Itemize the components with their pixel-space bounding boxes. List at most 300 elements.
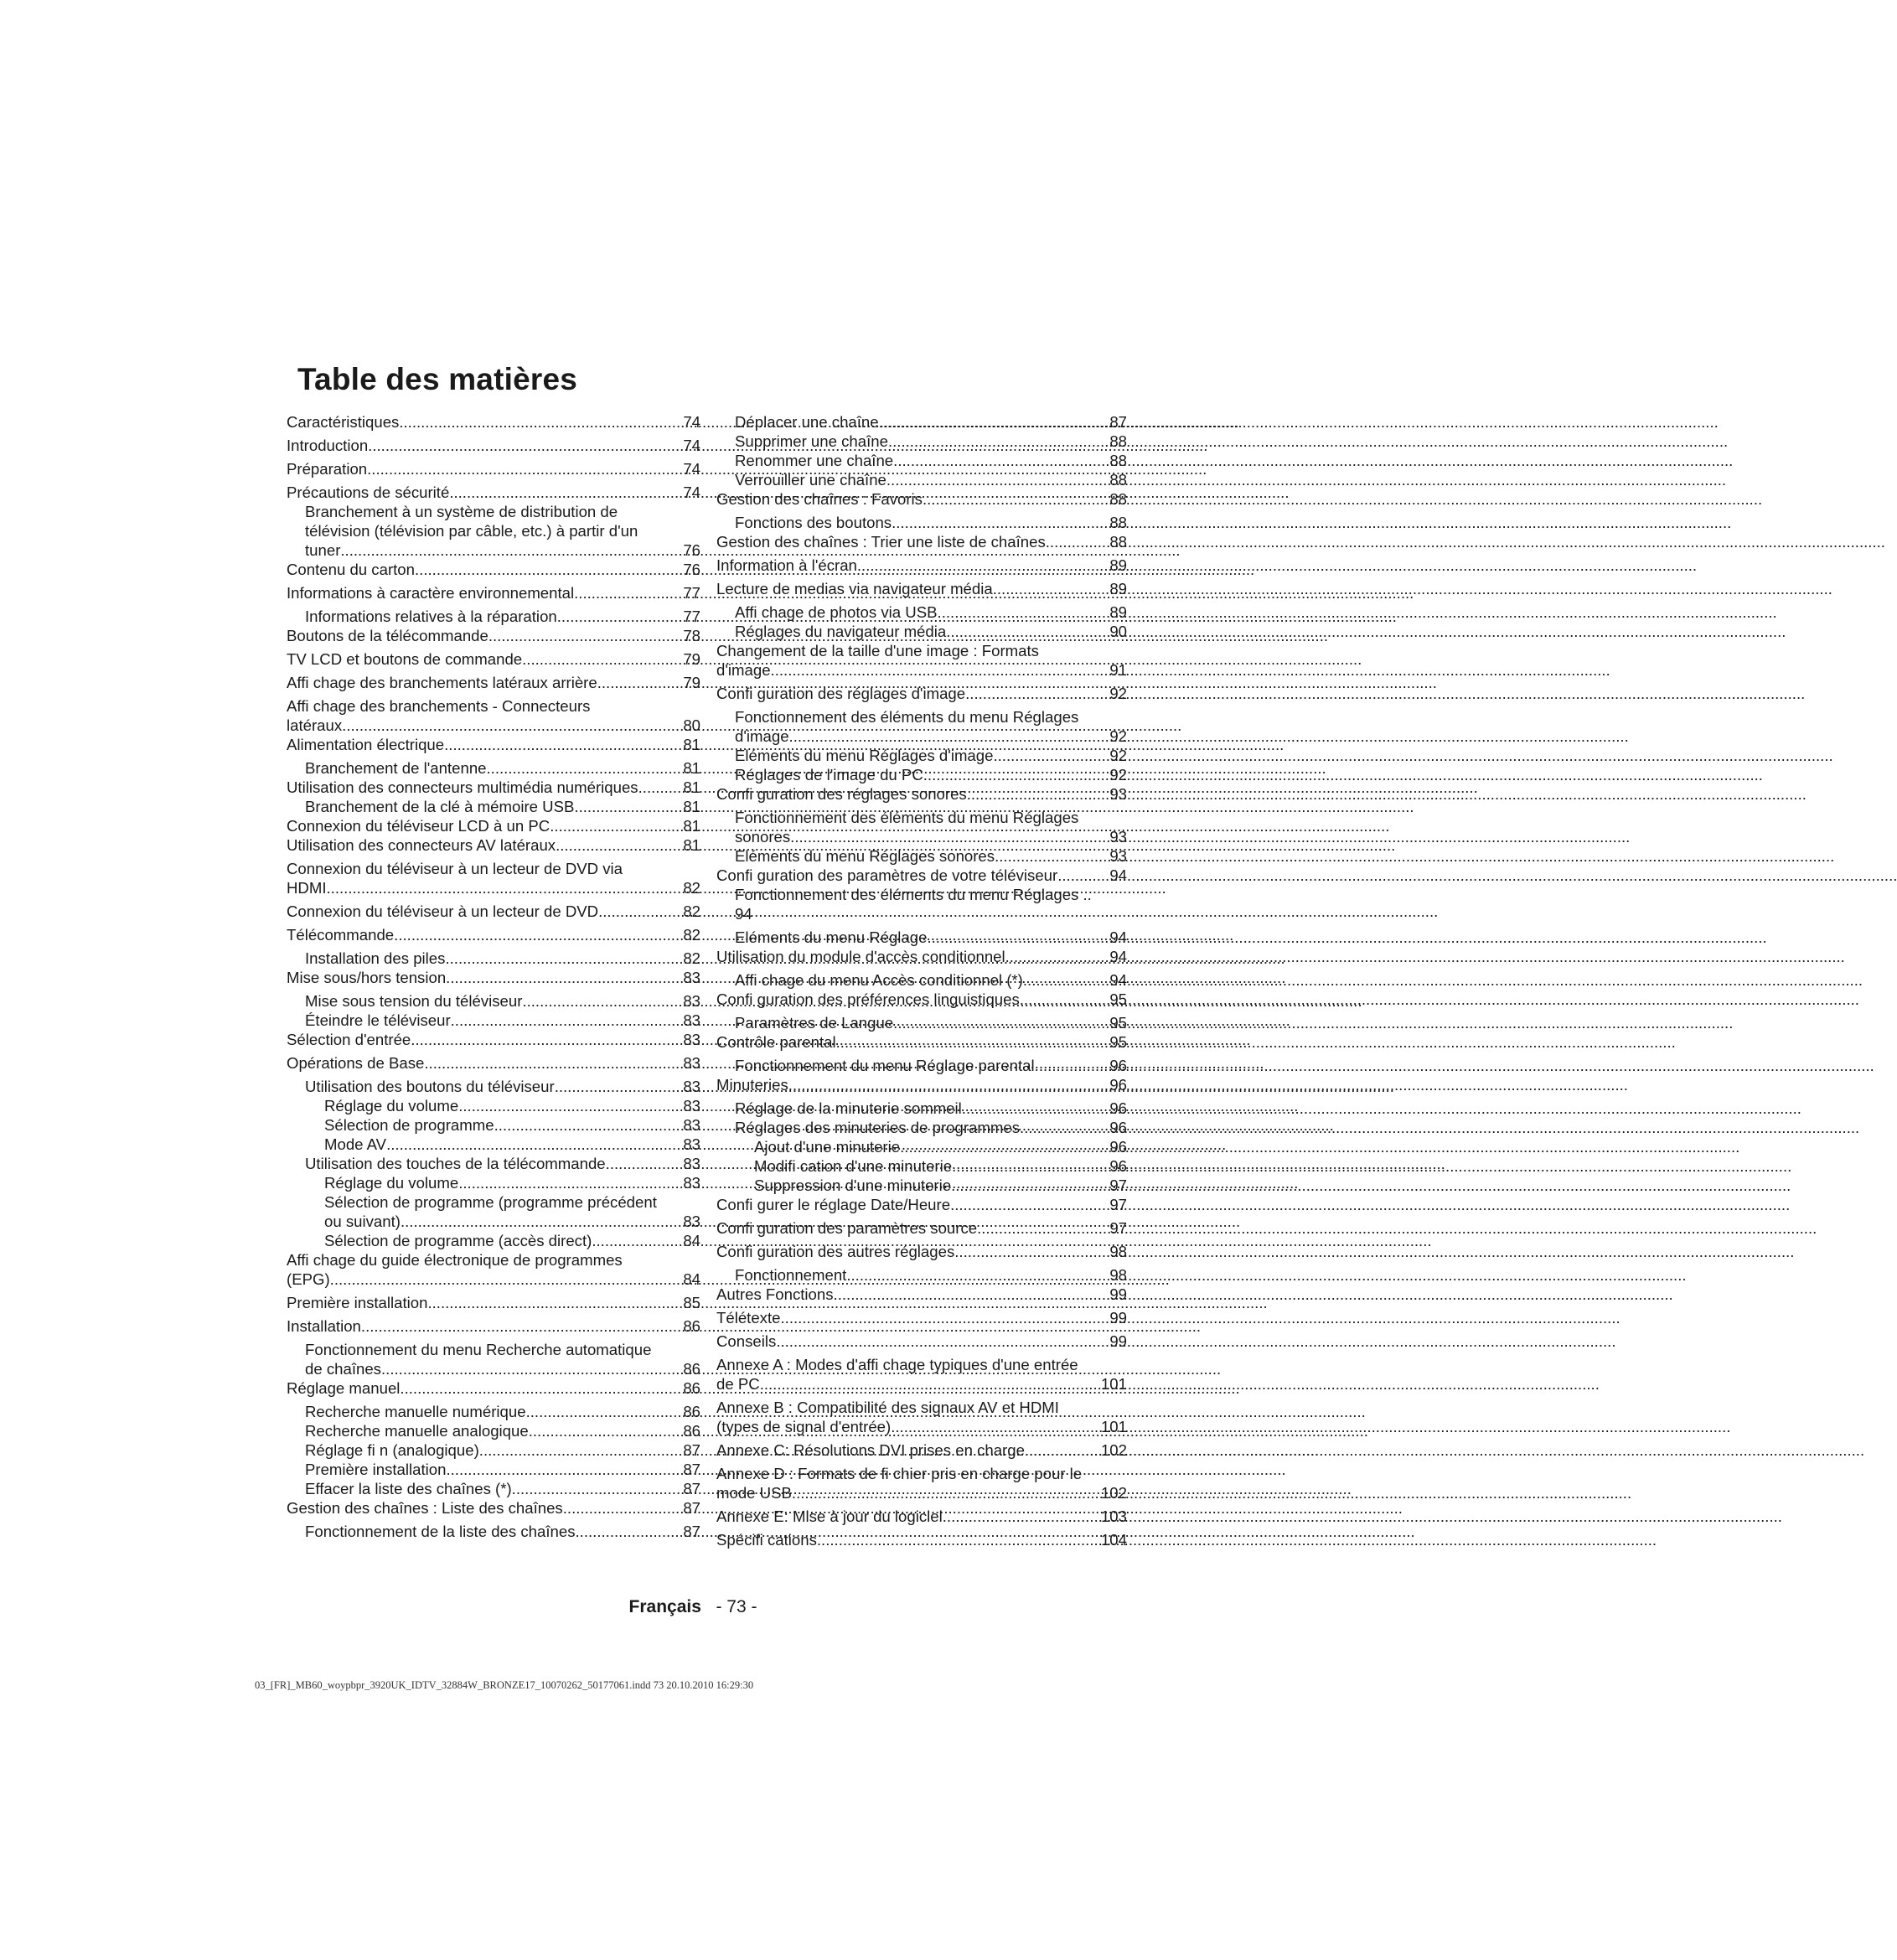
toc-entry-title: Confi guration des paramètres de votre téléviseur bbox=[716, 866, 1058, 884]
toc-entry-title: Gestion des chaînes : Liste des chaînes bbox=[287, 1499, 563, 1517]
toc-entry-title: Contrôle parental bbox=[716, 1033, 836, 1051]
toc-entry bbox=[287, 778, 700, 797]
dot-leader bbox=[529, 1421, 684, 1440]
toc-entry bbox=[287, 735, 700, 754]
toc-entry-title: Fonctionnement de la liste des chaînes bbox=[305, 1523, 576, 1540]
toc-entry-title: Précautions de sécurité bbox=[287, 484, 450, 501]
page-title: Table des matières bbox=[297, 362, 578, 396]
toc-entry-title: Utilisation des touches de la télécommande bbox=[305, 1155, 606, 1172]
dot-leader bbox=[446, 1460, 683, 1479]
toc-entry-page: 83 bbox=[683, 992, 700, 1010]
toc-entry bbox=[716, 1156, 1127, 1176]
dot-leader bbox=[458, 1096, 683, 1115]
dot-leader bbox=[1020, 990, 1110, 1009]
dot-leader bbox=[817, 1530, 1101, 1549]
toc-entry-title-line: Annexe A : Modes d'affi chage typiques d'une entrée bbox=[716, 1356, 1078, 1373]
toc-entry bbox=[716, 1195, 1127, 1214]
toc-entry bbox=[287, 696, 700, 735]
toc-entry-page: 74 bbox=[683, 460, 700, 478]
dot-leader bbox=[415, 560, 683, 579]
toc-entry-page: 94 bbox=[735, 905, 752, 923]
toc-entry-title-line: Annexe D : Formats de fi chier pris en charge pour le bbox=[716, 1465, 1083, 1482]
toc-entry bbox=[287, 758, 700, 778]
toc-entry-title: Mise sous tension du téléviseur bbox=[305, 992, 523, 1010]
toc-entry-page: 76 bbox=[683, 541, 700, 559]
toc-entry bbox=[287, 583, 700, 602]
page-footer bbox=[0, 1597, 1386, 1617]
toc-entry-title: Réglage du volume bbox=[324, 1097, 459, 1114]
toc-entry-page: 87 bbox=[683, 1461, 700, 1478]
toc-entry bbox=[287, 673, 700, 692]
toc-entry-page: 92 bbox=[1109, 727, 1127, 745]
dot-leader bbox=[893, 451, 1109, 470]
dot-leader bbox=[857, 556, 1109, 575]
dot-leader bbox=[494, 1115, 684, 1135]
footer-page-number: - 73 - bbox=[716, 1597, 757, 1616]
toc-entry bbox=[287, 1421, 700, 1440]
dot-leader bbox=[606, 1154, 684, 1173]
toc-entry-title: Utilisation des boutons du téléviseur bbox=[305, 1078, 555, 1095]
dot-leader bbox=[1057, 866, 1109, 885]
toc-entry bbox=[716, 1056, 1127, 1075]
toc-entry-page: 94 bbox=[1109, 928, 1127, 946]
toc-entry bbox=[287, 412, 700, 432]
toc-entry-title: Branchement de la clé à mémoire USB bbox=[305, 798, 575, 815]
toc-entry bbox=[716, 765, 1127, 784]
toc-entry-title: Introduction bbox=[287, 437, 369, 454]
toc-entry bbox=[287, 991, 700, 1011]
toc-entry bbox=[287, 797, 700, 816]
toc-entry-title: (types de signal d'entrée) bbox=[716, 1418, 892, 1435]
toc-entry-page: 93 bbox=[1109, 828, 1127, 846]
toc-entry bbox=[716, 746, 1127, 765]
toc-entry-title: Minuteries bbox=[716, 1076, 788, 1094]
toc-entry-title: Réglage du volume bbox=[324, 1174, 459, 1192]
dot-leader bbox=[598, 902, 683, 921]
toc-entry bbox=[287, 626, 700, 645]
toc-entry-title: Installation des piles bbox=[305, 949, 446, 967]
dot-leader bbox=[487, 758, 684, 778]
toc-entry bbox=[716, 1464, 1127, 1502]
footer-language: Français bbox=[628, 1597, 701, 1616]
toc-entry-title-line: Changement de la taille d'une image : Formats bbox=[716, 642, 1039, 659]
toc-entry-title-line: Fonctionnement des éléments du menu Réglages .. bbox=[735, 886, 1092, 903]
toc-entry-title: d'image bbox=[735, 727, 789, 745]
toc-entry-page: 86 bbox=[683, 1379, 700, 1397]
toc-entry-title: Recherche manuelle analogique bbox=[305, 1422, 529, 1440]
dot-leader bbox=[550, 816, 683, 835]
toc-entry-title: Suppression d'une minuterie bbox=[754, 1177, 952, 1194]
toc-entry-title-line: Affi chage du guide électronique de programmes bbox=[287, 1251, 623, 1269]
toc-entry-title: Confi guration des paramètres source bbox=[716, 1219, 978, 1237]
toc-entry-title: de PC bbox=[716, 1375, 760, 1393]
toc-entry-title: Eléments du menu Réglages d'image bbox=[735, 747, 994, 764]
dot-leader bbox=[479, 1440, 684, 1460]
toc-entry bbox=[716, 1440, 1127, 1460]
toc-entry-page: 81 bbox=[683, 778, 700, 796]
toc-entry-page: 87 bbox=[683, 1480, 700, 1497]
dot-leader bbox=[1005, 947, 1110, 966]
dot-leader bbox=[891, 1417, 1101, 1436]
toc-entry-page: 74 bbox=[683, 413, 700, 431]
dot-leader bbox=[522, 649, 683, 669]
toc-entry-title: Opérations de Base bbox=[287, 1054, 425, 1072]
toc-entry-title: Réglage de la minuterie sommeil bbox=[735, 1099, 962, 1117]
dot-leader bbox=[780, 1308, 1109, 1327]
toc-entry-title: TV LCD et boutons de commande bbox=[287, 650, 523, 668]
toc-entry-title: Confi guration des réglages d'image bbox=[716, 685, 966, 702]
toc-entry-title: Affi chage des branchements latéraux arrière bbox=[287, 674, 597, 691]
toc-entry-title-line: Fonctionnement des éléments du menu Réglages bbox=[735, 809, 1079, 826]
toc-entry-title: Fonctionnement du menu Réglage parental bbox=[735, 1057, 1035, 1074]
toc-entry bbox=[287, 1135, 700, 1154]
toc-entry-page: 90 bbox=[1109, 623, 1127, 640]
toc-entry-page: 79 bbox=[683, 674, 700, 691]
dot-leader bbox=[449, 483, 683, 502]
toc-entry bbox=[287, 1293, 700, 1312]
toc-entry-title: mode USB bbox=[716, 1484, 792, 1502]
toc-entry-title: Boutons de la télécommande bbox=[287, 627, 488, 644]
toc-entry-title: Ajout d'une minuterie bbox=[754, 1138, 901, 1156]
toc-entry-page: 91 bbox=[1109, 661, 1127, 679]
dot-leader bbox=[962, 1099, 1110, 1118]
toc-entry-title: Renommer une chaîne bbox=[735, 452, 894, 469]
toc-entry-page: 97 bbox=[1109, 1219, 1127, 1237]
toc-entry-title: Contenu du carton bbox=[287, 561, 415, 578]
dot-leader bbox=[951, 1176, 1109, 1195]
toc-entry-page: 83 bbox=[683, 1116, 700, 1134]
toc-entry-page: 83 bbox=[683, 1054, 700, 1072]
toc-entry-page: 87 bbox=[683, 1523, 700, 1540]
dot-leader bbox=[399, 412, 683, 432]
toc-entry-page: 95 bbox=[1109, 1033, 1127, 1051]
dot-leader bbox=[400, 1378, 683, 1398]
toc-entry-page: 79 bbox=[683, 650, 700, 668]
dot-leader bbox=[368, 436, 683, 455]
toc-entry-title: Lecture de medias via navigateur média bbox=[716, 580, 993, 597]
toc-entry bbox=[287, 1053, 700, 1073]
toc-entry-page: 94 bbox=[1109, 971, 1127, 989]
toc-entry-page: 74 bbox=[683, 484, 700, 501]
toc-entry-title: Utilisation des connecteurs AV latéraux bbox=[287, 836, 556, 854]
toc-entry-title: Installation bbox=[287, 1317, 361, 1335]
toc-entry bbox=[287, 1096, 700, 1115]
toc-entry-page: 82 bbox=[683, 926, 700, 944]
toc-entry-page: 88 bbox=[1109, 514, 1127, 531]
dot-leader bbox=[879, 412, 1110, 432]
dot-leader bbox=[788, 1075, 1110, 1094]
dot-leader bbox=[411, 1030, 683, 1049]
toc-entry-title: de chaînes bbox=[305, 1360, 381, 1378]
dot-leader bbox=[1035, 1056, 1110, 1075]
toc-entry-page: 83 bbox=[683, 969, 700, 986]
dot-leader bbox=[592, 1231, 683, 1250]
toc-entry bbox=[287, 1231, 700, 1250]
toc-entry bbox=[716, 990, 1127, 1009]
toc-entry-title: Connexion du téléviseur à un lecteur de DVD bbox=[287, 902, 599, 920]
toc-entry-page: 92 bbox=[1109, 766, 1127, 783]
dot-leader bbox=[327, 878, 684, 897]
toc-entry-page: 77 bbox=[683, 584, 700, 602]
toc-entry-page: 92 bbox=[1109, 747, 1127, 764]
toc-entry-title: Eléments du menu Réglage bbox=[735, 928, 928, 946]
toc-entry-title: Mise sous/hors tension bbox=[287, 969, 447, 986]
toc-entry-page: 98 bbox=[1109, 1266, 1127, 1284]
toc-entry bbox=[716, 1242, 1127, 1261]
toc-entry-title: ou suivant) bbox=[324, 1213, 401, 1230]
toc-entry-page: 101 bbox=[1100, 1418, 1127, 1435]
dot-leader bbox=[792, 1483, 1101, 1502]
toc-entry-page: 88 bbox=[1109, 490, 1127, 508]
toc-entry-page: 103 bbox=[1100, 1507, 1127, 1525]
dot-leader bbox=[923, 765, 1110, 784]
toc-entry bbox=[287, 436, 700, 455]
toc-entry-title: Déplacer une chaîne bbox=[735, 413, 879, 431]
toc-entry bbox=[287, 949, 700, 968]
toc-entry bbox=[287, 1402, 700, 1421]
toc-entry bbox=[716, 1118, 1127, 1137]
toc-entry-title: Télétexte bbox=[716, 1309, 781, 1326]
toc-entry-title-line: Fonctionnement des éléments du menu Réglages bbox=[735, 708, 1079, 726]
dot-leader bbox=[574, 797, 683, 816]
dot-leader bbox=[488, 626, 683, 645]
toc-entry-page: 99 bbox=[1109, 1332, 1127, 1350]
toc-entry-title: Caractéristiques bbox=[287, 413, 400, 431]
dot-leader bbox=[993, 579, 1110, 598]
toc-entry-title: Mode AV bbox=[324, 1135, 387, 1153]
toc-entry-title-line: Branchement à un système de distribution de bbox=[305, 503, 618, 520]
toc-entry bbox=[716, 1332, 1127, 1351]
toc-entry-title-line: Affi chage des branchements - Connecteurs bbox=[287, 697, 591, 715]
toc-entry bbox=[287, 859, 700, 897]
toc-entry bbox=[716, 451, 1127, 470]
toc-entry-title: Réglages du navigateur média bbox=[735, 623, 947, 640]
toc-entry bbox=[716, 1032, 1127, 1052]
dot-leader bbox=[512, 1479, 684, 1498]
toc-entry-page: 83 bbox=[683, 1097, 700, 1114]
toc-entry bbox=[716, 1355, 1127, 1394]
toc-entry bbox=[716, 641, 1127, 680]
toc-entry bbox=[716, 1265, 1127, 1285]
toc-entry-page: 96 bbox=[1109, 1157, 1127, 1175]
toc-entry-title: Fonctions des boutons bbox=[735, 514, 892, 531]
toc-entry-title-line: télévision (télévision par câble, etc.) à partir d'un bbox=[305, 522, 638, 540]
toc-entry-page: 89 bbox=[1109, 603, 1127, 621]
toc-entry bbox=[716, 412, 1127, 432]
toc-entry bbox=[716, 513, 1127, 532]
dot-leader bbox=[386, 1135, 683, 1154]
dot-leader bbox=[771, 660, 1110, 680]
toc-entry-title: Confi guration des autres réglages bbox=[716, 1243, 955, 1260]
dot-leader bbox=[846, 1265, 1109, 1285]
dot-leader bbox=[967, 784, 1110, 804]
dot-leader bbox=[927, 928, 1109, 947]
toc-entry-title: Fonctionnement bbox=[735, 1266, 847, 1284]
toc-entry-page: 82 bbox=[683, 879, 700, 897]
toc-entry-page: 96 bbox=[1109, 1076, 1127, 1094]
toc-entry-title: Branchement de l'antenne bbox=[305, 759, 487, 777]
toc-entry-page: 85 bbox=[683, 1294, 700, 1311]
dot-leader bbox=[394, 925, 683, 944]
dot-leader bbox=[361, 1316, 683, 1336]
toc-entry-title: d'image bbox=[716, 661, 771, 679]
dot-leader bbox=[954, 1242, 1109, 1261]
toc-entry bbox=[287, 1173, 700, 1192]
toc-entry-page: 84 bbox=[683, 1232, 700, 1249]
toc-entry bbox=[716, 885, 1127, 923]
dot-leader bbox=[445, 949, 683, 968]
toc-entry bbox=[287, 1077, 700, 1096]
toc-entry bbox=[716, 556, 1127, 575]
toc-entry bbox=[287, 1011, 700, 1030]
toc-entry-page: 86 bbox=[683, 1360, 700, 1378]
toc-entry-title: Éteindre le téléviseur bbox=[305, 1011, 451, 1029]
dot-leader bbox=[563, 1498, 684, 1518]
toc-entry-page: 99 bbox=[1109, 1309, 1127, 1326]
dot-leader bbox=[574, 583, 683, 602]
toc-entry bbox=[287, 1250, 700, 1289]
toc-entry-page: 81 bbox=[683, 817, 700, 835]
dot-leader bbox=[760, 1374, 1101, 1394]
toc-entry-title: Annexe C: Résolutions DVI prises en charge bbox=[716, 1441, 1025, 1459]
toc-entry-title: Confi guration des réglages sonores bbox=[716, 785, 967, 803]
toc-entry-title: Eléments du menu Réglages sonores bbox=[735, 847, 995, 865]
toc-entry-title: Informations relatives à la réparation bbox=[305, 608, 557, 625]
toc-entry-page: 88 bbox=[1109, 533, 1127, 551]
toc-entry-title: Réglage fi n (analogique) bbox=[305, 1441, 479, 1459]
toc-entry-title: Réglages des minuteries de programmes bbox=[735, 1119, 1021, 1136]
toc-left-column bbox=[287, 412, 700, 1541]
toc-entry bbox=[716, 808, 1127, 846]
toc-entry-title: Informations à caractère environnemental bbox=[287, 584, 575, 602]
toc-entry-page: 95 bbox=[1109, 990, 1127, 1008]
dot-leader bbox=[458, 1173, 683, 1192]
toc-entry bbox=[287, 1192, 700, 1231]
toc-entry-page: 96 bbox=[1109, 1057, 1127, 1074]
dot-leader bbox=[330, 1270, 684, 1289]
toc-entry-page: 81 bbox=[683, 836, 700, 854]
toc-entry-title: Utilisation des connecteurs multimédia numériques bbox=[287, 778, 638, 796]
toc-entry bbox=[716, 1099, 1127, 1118]
toc-entry-title: Autres Fonctions bbox=[716, 1285, 834, 1303]
toc-entry bbox=[716, 970, 1127, 990]
dot-leader bbox=[900, 1137, 1109, 1156]
toc-entry-page: 83 bbox=[683, 1078, 700, 1095]
toc-entry-title: sonores bbox=[735, 828, 791, 846]
toc-entry-title: Verrouiller une chaîne bbox=[735, 471, 886, 489]
dot-leader bbox=[401, 1212, 683, 1231]
toc-entry-page: 88 bbox=[1109, 471, 1127, 489]
toc-entry bbox=[287, 459, 700, 478]
toc-entry-title: Télécommande bbox=[287, 926, 395, 944]
dot-leader bbox=[557, 607, 684, 626]
toc-entry bbox=[716, 1013, 1127, 1032]
toc-entry-page: 81 bbox=[683, 736, 700, 753]
dot-leader bbox=[522, 991, 683, 1011]
dot-leader bbox=[836, 1032, 1110, 1052]
toc-entry bbox=[716, 1398, 1127, 1436]
toc-entry-page: 98 bbox=[1109, 1243, 1127, 1260]
toc-entry-title: Spécifi cations bbox=[716, 1531, 817, 1549]
toc-entry-title: Modifi cation d'une minuterie bbox=[754, 1157, 953, 1175]
dot-leader bbox=[1020, 1118, 1109, 1137]
toc-entry-page: 89 bbox=[1109, 580, 1127, 597]
toc-entry bbox=[716, 1507, 1127, 1526]
dot-leader bbox=[555, 1077, 684, 1096]
dot-leader bbox=[451, 1011, 684, 1030]
toc-entry bbox=[716, 784, 1127, 804]
toc-entry bbox=[287, 607, 700, 626]
toc-entry-title: Première installation bbox=[305, 1461, 447, 1478]
toc-entry bbox=[716, 1218, 1127, 1238]
toc-entry-title-line: Annexe B : Compatibilité des signaux AV et HDMI bbox=[716, 1399, 1059, 1416]
toc-entry-page: 94 bbox=[1109, 866, 1127, 884]
toc-entry-title: Première installation bbox=[287, 1294, 428, 1311]
toc-entry-page: 84 bbox=[683, 1270, 700, 1288]
toc-entry-page: 86 bbox=[683, 1422, 700, 1440]
toc-entry-page: 78 bbox=[683, 627, 700, 644]
toc-entry-page: 104 bbox=[1100, 1531, 1127, 1549]
print-slug: 03_[FR]_MB60_woypbpr_3920UK_IDTV_32884W_BRONZE17_10070262_50177061.indd 73 20.10.2010 16:29:30 bbox=[255, 1679, 754, 1691]
toc-entry-title-line: Sélection de programme (programme précédent bbox=[324, 1193, 657, 1211]
toc-entry bbox=[716, 707, 1127, 746]
toc-entry bbox=[287, 649, 700, 669]
toc-entry-page: 83 bbox=[683, 1011, 700, 1029]
toc-entry bbox=[287, 835, 700, 855]
toc-entry bbox=[287, 1498, 700, 1518]
dot-leader bbox=[993, 746, 1109, 765]
toc-entry bbox=[716, 489, 1127, 509]
toc-entry bbox=[287, 816, 700, 835]
toc-entry-page: 97 bbox=[1109, 1177, 1127, 1194]
toc-entry-page: 102 bbox=[1100, 1441, 1127, 1459]
toc-entry-title: latéraux bbox=[287, 716, 343, 734]
dot-leader bbox=[446, 968, 683, 987]
toc-entry-page: 97 bbox=[1109, 1196, 1127, 1213]
toc-entry-page: 81 bbox=[683, 759, 700, 777]
toc-entry-page: 81 bbox=[683, 798, 700, 815]
toc-entry-title: Utilisation du module d'accès conditionnel bbox=[716, 948, 1005, 965]
toc-entry-page: 93 bbox=[1109, 785, 1127, 803]
toc-entry bbox=[287, 1440, 700, 1460]
toc-entry-title: Conseils bbox=[716, 1332, 777, 1350]
toc-entry-title: (EPG) bbox=[287, 1270, 330, 1288]
toc-entry bbox=[287, 1378, 700, 1398]
toc-entry-title: Réglages de l'image du PC bbox=[735, 766, 923, 783]
toc-entry-page: 83 bbox=[683, 1155, 700, 1172]
toc-entry-page: 92 bbox=[1109, 685, 1127, 702]
dot-leader bbox=[381, 1359, 683, 1378]
toc-entry-title: Gestion des chaînes : Favoris bbox=[716, 490, 923, 508]
toc-entry-title: Annexe E: Mise à jour du logiciel bbox=[716, 1507, 943, 1525]
toc-entry bbox=[716, 1075, 1127, 1094]
toc-entry-page: 83 bbox=[683, 1031, 700, 1048]
toc-entry bbox=[716, 579, 1127, 598]
toc-entry-page: 88 bbox=[1109, 432, 1127, 450]
toc-entry-page: 82 bbox=[683, 949, 700, 967]
toc-entry bbox=[716, 622, 1127, 641]
dot-leader bbox=[923, 489, 1109, 509]
toc-entry-page: 93 bbox=[1109, 847, 1127, 865]
toc-entry bbox=[287, 1316, 700, 1336]
dot-leader bbox=[597, 673, 684, 692]
toc-entry-title-line: Connexion du téléviseur à un lecteur de DVD via bbox=[287, 860, 623, 877]
dot-leader bbox=[556, 835, 683, 855]
dot-leader bbox=[790, 827, 1109, 846]
toc-entry bbox=[287, 1115, 700, 1135]
dot-leader bbox=[789, 727, 1110, 746]
toc-entry-title: Affi chage du menu Accès conditionnel (*) bbox=[735, 971, 1023, 989]
